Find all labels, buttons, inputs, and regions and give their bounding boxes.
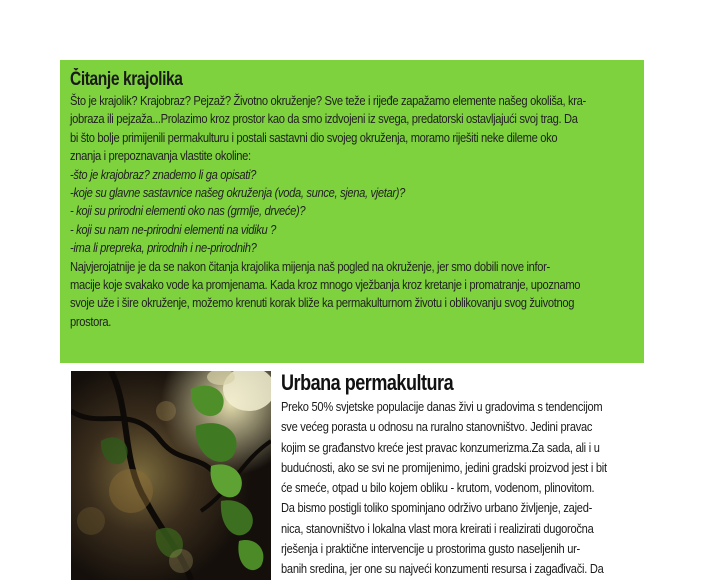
reading-landscape-line: -koje su glavne sastavnice našeg okruženja (voda, sunce, sjena, vjetar)? bbox=[70, 185, 406, 201]
urban-permaculture-body bbox=[281, 397, 641, 580]
reading-landscape-title: Čitanje krajolika bbox=[70, 69, 183, 90]
reading-landscape-body bbox=[70, 92, 634, 331]
urban-permaculture-line: sve većeg porasta u odnosu na ruralno stanovništvo. Jedini pravac bbox=[281, 419, 593, 435]
reading-landscape-box bbox=[60, 60, 644, 363]
urban-permaculture-article bbox=[281, 369, 641, 580]
reading-landscape-line: -što je krajobraz? znademo li ga opisati? bbox=[70, 166, 257, 182]
reading-landscape-line: jobraza ili pejzaža...Prolazimo kroz prostor kao da smo izdvojeni iz svega, predatorski ostavljajući svoj trag. Da bbox=[70, 111, 578, 127]
urban-permaculture-line: rješenja i praktične intervencije u prostorima gusto naseljenih ur- bbox=[281, 541, 580, 557]
urban-permaculture-line: Da bismo postigli toliko spominjano održivo urbano življenje, zajed- bbox=[281, 500, 593, 516]
reading-landscape-line: znanja i prepoznavanja vlastite okoline: bbox=[70, 148, 251, 164]
reading-landscape-line: Što je krajolik? Krajobraz? Pejzaž? Životno okruženje? Sve teže i rijeđe zapažamo elemente našeg okoliša, kra- bbox=[70, 93, 586, 108]
urban-permaculture-line: banih sredina, jer one su najveći konzumenti resursa i zagađivači. Da bbox=[281, 561, 604, 577]
reading-landscape-line: macije koje svakako vode ka promjenama. Kada kroz mnogo vježbanja kroz kretanje i promatranje, upoznamo bbox=[70, 277, 581, 293]
reading-landscape-line: svoje uže i šire okruženje, možemo krenuti korak bliže ka permakulturnom životu i oblikovanju svog žuivotnog bbox=[70, 295, 575, 311]
urban-permaculture-title: Urbana permakultura bbox=[281, 370, 454, 395]
leaves-photo bbox=[71, 371, 271, 580]
reading-landscape-line: -ima li prepreka, prirodnih i ne-prirodnih? bbox=[70, 240, 257, 256]
reading-landscape-line: Najvjerojatnije je da se nakon čitanja krajolika mijenja naš pogled na okruženje, jer smo dobili nove infor- bbox=[70, 258, 550, 274]
reading-landscape-line: prostora. bbox=[70, 313, 112, 329]
urban-permaculture-line: Preko 50% svjetske populacije danas živi u gradovima s tendencijom bbox=[281, 399, 603, 414]
reading-landscape-line: - koji su prirodni elementi oko nas (grmlje, drveće)? bbox=[70, 203, 306, 219]
urban-permaculture-line: budućnosti, ako se svi ne promijenimo, jedini gradski proizvod jest i bit bbox=[281, 459, 607, 475]
reading-landscape-line: - koji su nam ne-prirodni elementi na vidiku ? bbox=[70, 221, 277, 237]
urban-permaculture-line: će smeće, otpad u bilo kojem obliku - krutom, vodenom, plinovitom. bbox=[281, 480, 595, 496]
urban-permaculture-line: nica, stanovništvo i lokalna vlast mora kreirati i realizirati dugoročna bbox=[281, 520, 594, 536]
leaves-photo-image bbox=[71, 371, 271, 580]
reading-landscape-line: bi što bolje primijenili permakulturu i postali sastavni dio svojeg okruženja, moramo riješiti neke dileme oko bbox=[70, 129, 558, 145]
urban-permaculture-line: kojim se građanstvo kreće jest pravac konzumerizma.Za sada, ali i u bbox=[281, 439, 600, 455]
